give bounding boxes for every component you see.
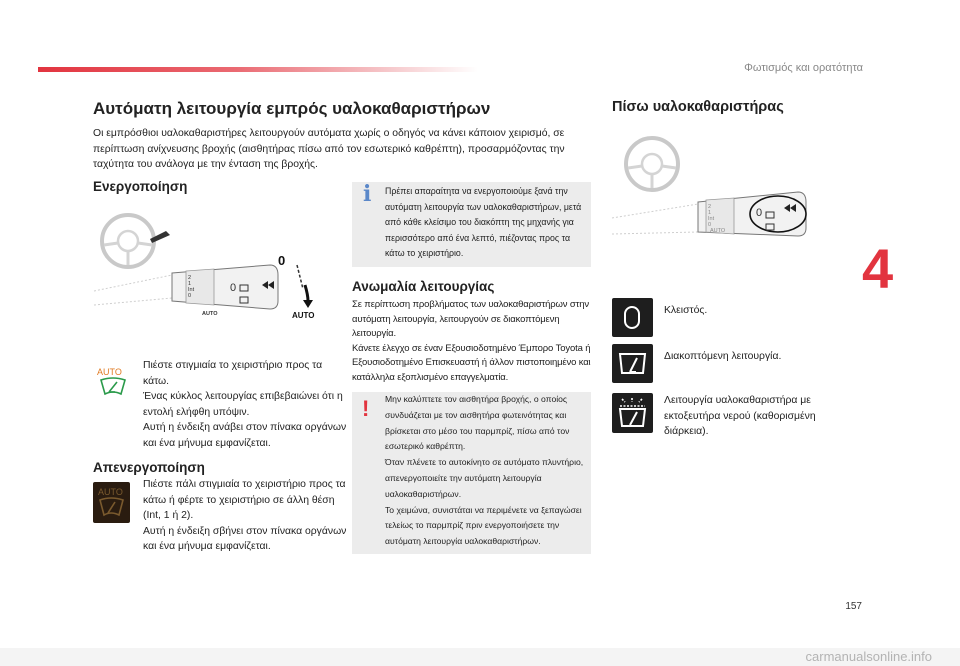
rear-wiper-washer-icon bbox=[612, 393, 653, 433]
rear-wiper-washer-indicator bbox=[612, 393, 653, 433]
chapter-title: Φωτισμός και ορατότητα bbox=[744, 62, 863, 74]
steering-wheel-icon bbox=[102, 215, 154, 267]
chapter-number: 4 bbox=[862, 237, 894, 300]
auto-label: AUTO bbox=[97, 367, 122, 377]
front-wipers-title: Αυτόματη λειτουργία εμπρός υαλοκαθαριστήρων bbox=[93, 99, 491, 118]
info-icon: i bbox=[363, 181, 372, 207]
auto-wiper-indicator-icon bbox=[95, 366, 131, 398]
rear-wiper-title: Πίσω υαλοκαθαριστήρας bbox=[612, 99, 784, 115]
stalk-label: 0 bbox=[188, 293, 192, 299]
auto-label-off: AUTO bbox=[98, 487, 123, 497]
rear-wiper-off-indicator bbox=[612, 298, 653, 337]
activation-text: Πιέστε στιγμιαία το χειριστήριο προς τα κάτω. Ένας κύκλος λειτουργίας επιβεβαιώνει ότι η εντολή ελήφθη υπόψιν. Αυτή η ένδειξη ανάβει στον πίνακα οργάνων και ένα μήνυμα εμφανίζεται. bbox=[143, 360, 347, 449]
malfunction-heading: Ανωμαλία λειτουργίας bbox=[352, 279, 495, 294]
steering-wheel-icon bbox=[626, 138, 678, 190]
stalk-label: 2 bbox=[708, 204, 712, 210]
header-accent-bar bbox=[38, 67, 478, 72]
stalk-label: AUTO bbox=[202, 311, 218, 317]
warning-icon: ! bbox=[362, 396, 370, 421]
stalk-label: 1 bbox=[188, 281, 192, 287]
stalk-label: 2 bbox=[188, 275, 192, 281]
arrow-label-auto: AUTO bbox=[292, 311, 315, 320]
page-number: 157 bbox=[845, 601, 862, 612]
stalk-label: 0 bbox=[708, 222, 712, 228]
wiper-stalk-illustration bbox=[90, 205, 335, 335]
stalk-zero-label: 0 bbox=[230, 282, 237, 294]
rear-wiper-stalk-illustration bbox=[608, 128, 833, 258]
deactivation-text: Πιέστε πάλι στιγμιαία το χειριστήριο προς τα κάτω ή φέρτε το χειριστήριο σε άλλη θέση (Int, 1 ή 2). Αυτή η ένδειξη σβήνει στον πίνακα οργάνων και ένα μήνυμα εμφανίζεται. bbox=[143, 479, 347, 552]
rear-wiper-intermittent-icon bbox=[612, 344, 653, 383]
rear-mode-label: Λειτουργία υαλοκαθαριστήρα με εκτοξευτήρα νερού (καθορισμένη διάρκεια). bbox=[664, 395, 816, 437]
stalk-zero-label: 0 bbox=[756, 207, 763, 219]
stalk-label: 1 bbox=[708, 210, 712, 216]
rear-mode-label: Κλειστός. bbox=[664, 305, 708, 316]
activation-heading: Ενεργοποίηση bbox=[93, 179, 188, 194]
auto-wiper-off-indicator bbox=[93, 482, 130, 523]
arrow-label-zero: 0 bbox=[278, 253, 286, 268]
rear-mode-label: Διακοπτόμενη λειτουργία. bbox=[664, 351, 782, 362]
stalk-label: Int bbox=[188, 287, 195, 293]
stalk-label: AUTO bbox=[710, 228, 726, 234]
malfunction-text: Σε περίπτωση προβλήματος των υαλοκαθαριστήρων στην αυτόματη λειτουργία, λειτουργούν σε διακοπτόμενη λειτουργία. Κάνετε έλεγχο σε έναν Εξουσιοδοτημένο Έμπορο Toyota ή Εξουσιοδοτημένο Επισκευαστή ή άλλον πιστοποιημένο και κατάλληλα εξοπλισμένο επαγγελματία. bbox=[352, 299, 591, 383]
deactivation-heading: Απενεργοποίηση bbox=[93, 460, 205, 475]
watermark: carmanualsonline.info bbox=[0, 648, 960, 666]
info-note-text: Πρέπει απαραίτητα να ενεργοποιούμε ξανά την αυτόματη λειτουργία των υαλοκαθαριστήρων, μετά από κάθε κλείσιμο του διακόπτη της μηχανής για περισσότερο από ένα λεπτό, πιέζοντας προς τα κάτω το χειριστήριο. bbox=[385, 186, 582, 259]
auto-wiper-off-icon bbox=[93, 482, 130, 523]
rear-wiper-intermittent-indicator bbox=[612, 344, 653, 383]
stalk-label: Int bbox=[708, 216, 715, 222]
warning-note-text: Μην καλύπτετε τον αισθητήρα βροχής, ο οποίος συνδυάζεται με τον αισθητήρα φωτεινότητας και βρίσκεται στο μέσο του παρμπρίζ, πίσω από τον εσωτερικό καθρέπτη. Όταν πλένετε το αυτοκίνητο σε αυτόματο πλυντήριο, απενεργοποιείτε την αυτόματη λειτουργία υαλοκαθαριστήρων. Το χειμώνα, συνιστάται να περιμένετε να ξεπαγώσει τελείως το παρμπρίζ πριν ενεργοποιήσετε την αυτόματη λειτουργία υαλοκαθαριστήρων. bbox=[385, 394, 584, 547]
front-wipers-intro: Οι εμπρόσθιοι υαλοκαθαριστήρες λειτουργούν αυτόματα χωρίς ο οδηγός να κάνει κάποιον χειρισμό, σε περίπτωση ανίχνευσης βροχής (αισθητήρας πίσω από τον εσωτερικό καθρέπτη), προσαρμόζοντας την ταχύτητα του ανάλογα με την ένταση της βροχής. bbox=[93, 128, 565, 170]
rear-wiper-off-icon bbox=[612, 298, 653, 337]
push-down-arrow-icon bbox=[297, 265, 313, 308]
